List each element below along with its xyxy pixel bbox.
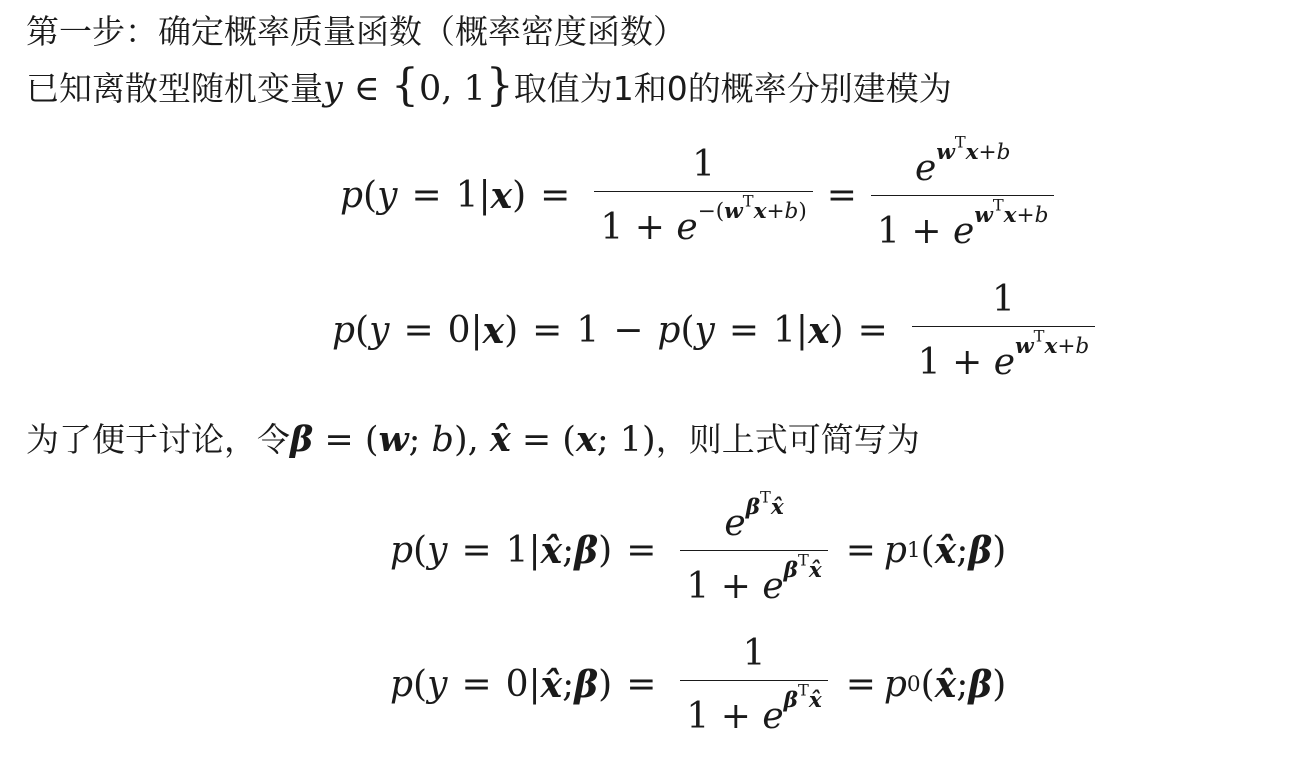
intro-suffix: 取值为1和0的概率分别建模为 [513,69,952,108]
inline-math-y-in-set: y ∈ {0, 1} [323,60,514,111]
definition-suffix: ，则上式可简写为 [655,420,920,459]
equation-p-y0-given-x: p ( y = 0| x ) = 1 − p ( y = 1| x ) = $\frac{1}{1 + e^{w^Tx+b}}$ [332,282,1105,381]
inline-math-beta-xhat-definition: β = (w; b), x̂ = (x; 1) [290,419,656,460]
definition-prefix: 为了便于讨论，令 [26,420,290,459]
equation-p0-xhat-beta: p ( y = 0| x̂ ; β ) = $\frac{1}{1 + e^{\beta^Tx̂}}$ = p 0 ( x̂ ; β ) [390,633,1007,737]
fraction-exp-beta-xhat: $\frac{e^{\beta^Tx̂}}{1 + e^{\beta^Tx̂}}$ [680,498,827,605]
definition-sentence [26,420,920,460]
equation-p1-xhat-beta: p ( y = 1| x̂ ; β ) = $\frac{e^{\beta^Tx̂}}{1 + e^{\beta^Tx̂}}$ = p 1 ( x̂ ; β ) [390,488,1007,607]
fraction-one-over-one-plus-exp: $\frac{1}{1 + e^{w^Tx+b}}$ [912,282,1095,381]
intro-sentence [26,60,952,111]
section-heading-text: 第一步：确定概率质量函数（概率密度函数） [26,12,686,51]
intro-prefix: 已知离散型随机变量 [26,69,323,108]
equation-p-y1-given-x: p ( y = 1| x ) = $\frac{1}{1 + e^{-(w^Tx+b)}}$ = $\frac{e^{w^Tx+b}}{1 + e^{w^Tx+b}}$ [340,143,1064,250]
fraction-one-over-exp-beta-xhat: $\frac{1}{1 + e^{\beta^Tx̂}}$ [680,636,827,735]
section-heading [26,12,686,52]
fraction-sigmoid-positive-exp: $\frac{e^{w^Tx+b}}{1 + e^{w^Tx+b}}$ [871,143,1054,250]
fraction-sigmoid-negative-exp: $\frac{1}{1 + e^{-(w^Tx+b)}}$ [594,147,812,246]
